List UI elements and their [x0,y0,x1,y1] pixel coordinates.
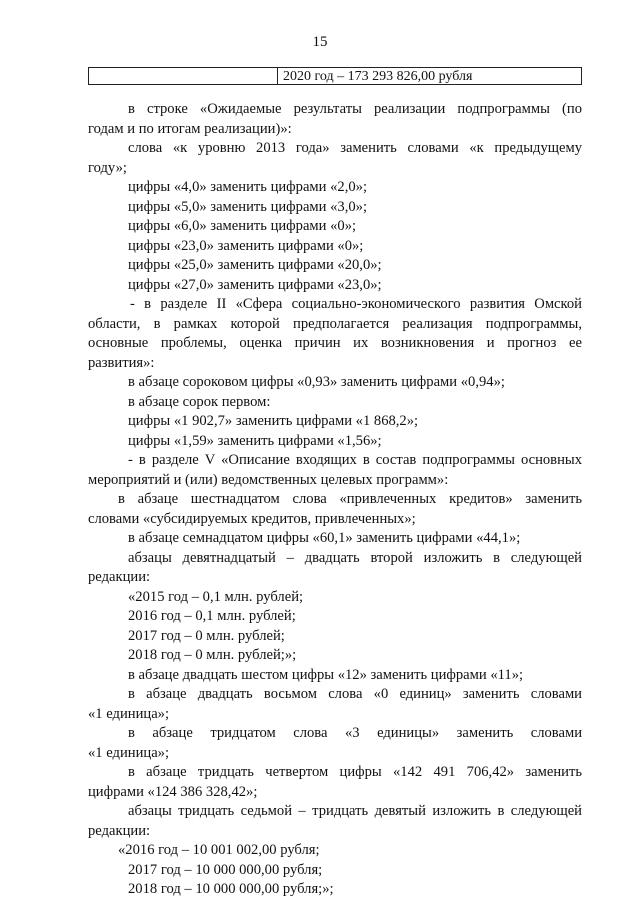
paragraph-line: в абзаце сорок первом: [128,393,271,410]
paragraph-line: цифры «5,0» заменить цифрами «3,0»; [128,198,368,215]
paragraph-line: цифры «23,0» заменить цифрами «0»; [128,237,364,254]
paragraph-line: - в разделе V «Описание входящих в состав подпрограммы основных [128,452,582,468]
page-number: 15 [312,34,328,50]
paragraph-line: в строке «Ожидаемые результаты реализации подпрограммы (по [128,101,582,117]
paragraph-line: в абзаце двадцать восьмом слова «0 единиц» заменить словами [128,686,582,702]
paragraph-line: цифры «1 902,7» заменить цифрами «1 868,2»; [128,413,419,429]
paragraph-line: в абзаце тридцатом слова «3 единицы» заменить словами [128,725,582,741]
document-body [88,100,582,900]
paragraph-line: цифры «25,0» заменить цифрами «20,0»; [128,257,382,273]
paragraph-line: 2017 год – 0 млн. рублей; [128,627,285,644]
paragraph-line: абзацы тридцать седьмой – тридцать девятый изложить в следующей [128,803,582,819]
paragraph-line: области, в рамках которой предполагается реализация подпрограммы, [88,315,582,332]
paragraph-line: мероприятий и (или) ведомственных целевых программ»: [88,471,449,488]
table-divider [277,67,278,85]
table-cell: 2020 год – 173 293 826,00 рубля [283,69,473,84]
paragraph-line: в абзаце семнадцатом цифры «60,1» заменить цифрами «44,1»; [128,530,521,546]
paragraph-line: редакции: [88,569,151,585]
paragraph-line: 2016 год – 0,1 млн. рублей; [128,608,296,624]
paragraph-line: 2018 год – 10 000 000,00 рубля;»; [128,881,334,897]
paragraph-line: «1 единица»; [88,705,170,722]
paragraph-line: в абзаце тридцать четвертом цифры «142 491 706,42» заменить [128,764,582,780]
paragraph-line: в абзаце сороковом цифры «0,93» заменить цифрами «0,94»; [128,374,505,390]
paragraph-line: цифрами «124 386 328,42»; [88,783,258,800]
paragraph-line: году»; [88,159,127,176]
paragraph-line: «2015 год – 0,1 млн. рублей; [128,588,304,605]
paragraph-line: цифры «4,0» заменить цифрами «2,0»; [128,179,368,195]
paragraph-line: «1 единица»; [88,744,170,761]
paragraph-line: цифры «1,59» заменить цифрами «1,56»; [128,432,382,449]
paragraph-line: - в разделе II «Сфера социально-экономического развития Омской [130,296,582,312]
paragraph-line: годам и по итогам реализации)»: [88,120,292,137]
table-row [88,67,582,85]
paragraph-line: 2018 год – 0 млн. рублей;»; [128,647,297,663]
paragraph-line: слова «к уровню 2013 года» заменить словами «к предыдущему [128,140,582,156]
paragraph-line: цифры «6,0» заменить цифрами «0»; [128,218,357,234]
paragraph-line: словами «субсидируемых кредитов, привлеченных»; [88,510,416,527]
paragraph-line: в абзаце двадцать шестом цифры «12» заменить цифрами «11»; [128,666,524,683]
paragraph-line: абзацы девятнадцатый – двадцать второй изложить в следующей [128,549,582,566]
paragraph-line: в абзаце шестнадцатом слова «привлеченных кредитов» заменить [118,491,582,507]
paragraph-line: 2017 год – 10 000 000,00 рубля; [128,861,323,878]
paragraph-line: «2016 год – 10 001 002,00 рубля; [118,842,320,858]
paragraph-line: редакции: [88,822,151,839]
paragraph-line: цифры «27,0» заменить цифрами «23,0»; [128,276,382,293]
paragraph-line: развития»: [88,354,155,371]
paragraph-line: основные проблемы, оценка причин их возникновения и прогноз ее [88,335,582,351]
